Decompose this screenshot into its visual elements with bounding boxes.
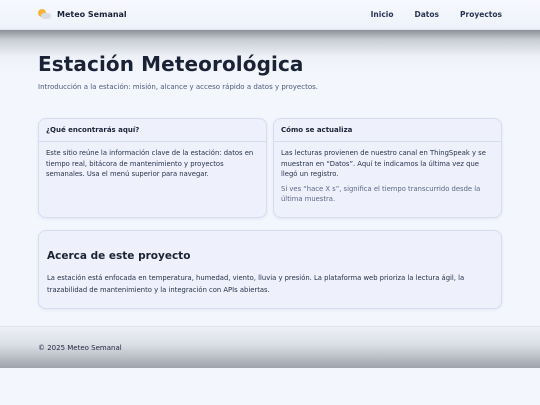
nav-link-inicio[interactable]: Inicio <box>370 10 394 19</box>
nav-link-datos[interactable]: Datos <box>414 10 440 19</box>
nav-link-proyectos[interactable]: Proyectos <box>460 10 502 19</box>
about-project-card <box>38 230 502 309</box>
main-nav <box>371 10 502 19</box>
about-text: La estación está enfocada en temperatura, humedad, viento, lluvia y presión. La plataforma web prioriza la lectura ágil, la trazabilidad de mantenimiento y la integración con APIs abiertas. <box>47 274 465 294</box>
card-que-encontraras <box>38 118 267 218</box>
page-title: Estación Meteorológica <box>38 52 304 76</box>
brand-name[interactable]: Meteo Semanal <box>57 10 127 19</box>
card-note: Si ves “hace X s”, significa el tiempo transcurrido desde la última muestra. <box>281 184 481 204</box>
sun-cloud-icon <box>38 9 51 20</box>
footer <box>0 326 540 368</box>
card-title: Cómo se actualiza <box>274 119 501 142</box>
page-subtitle: Introducción a la estación: misión, alcance y acceso rápido a datos y proyectos. <box>38 83 318 91</box>
card-text: Las lecturas provienen de nuestro canal en ThingSpeak y se muestran en “Datos”. Aquí te indicamos la última vez que llegó un registro. <box>281 149 486 179</box>
footer-copyright: © 2025 Meteo Semanal <box>38 344 122 352</box>
card-title: ¿Qué encontrarás aquí? <box>39 119 266 142</box>
top-navbar <box>0 0 540 30</box>
brand[interactable] <box>38 9 127 20</box>
card-como-se-actualiza <box>273 118 502 218</box>
page-bottom <box>0 368 540 405</box>
card-text: Este sitio reúne la información clave de la estación: datos en tiempo real, bitácora de mantenimiento y proyectos semanales. Usa el menú superior para navegar. <box>46 149 254 179</box>
about-title: Acerca de este proyecto <box>47 250 191 262</box>
